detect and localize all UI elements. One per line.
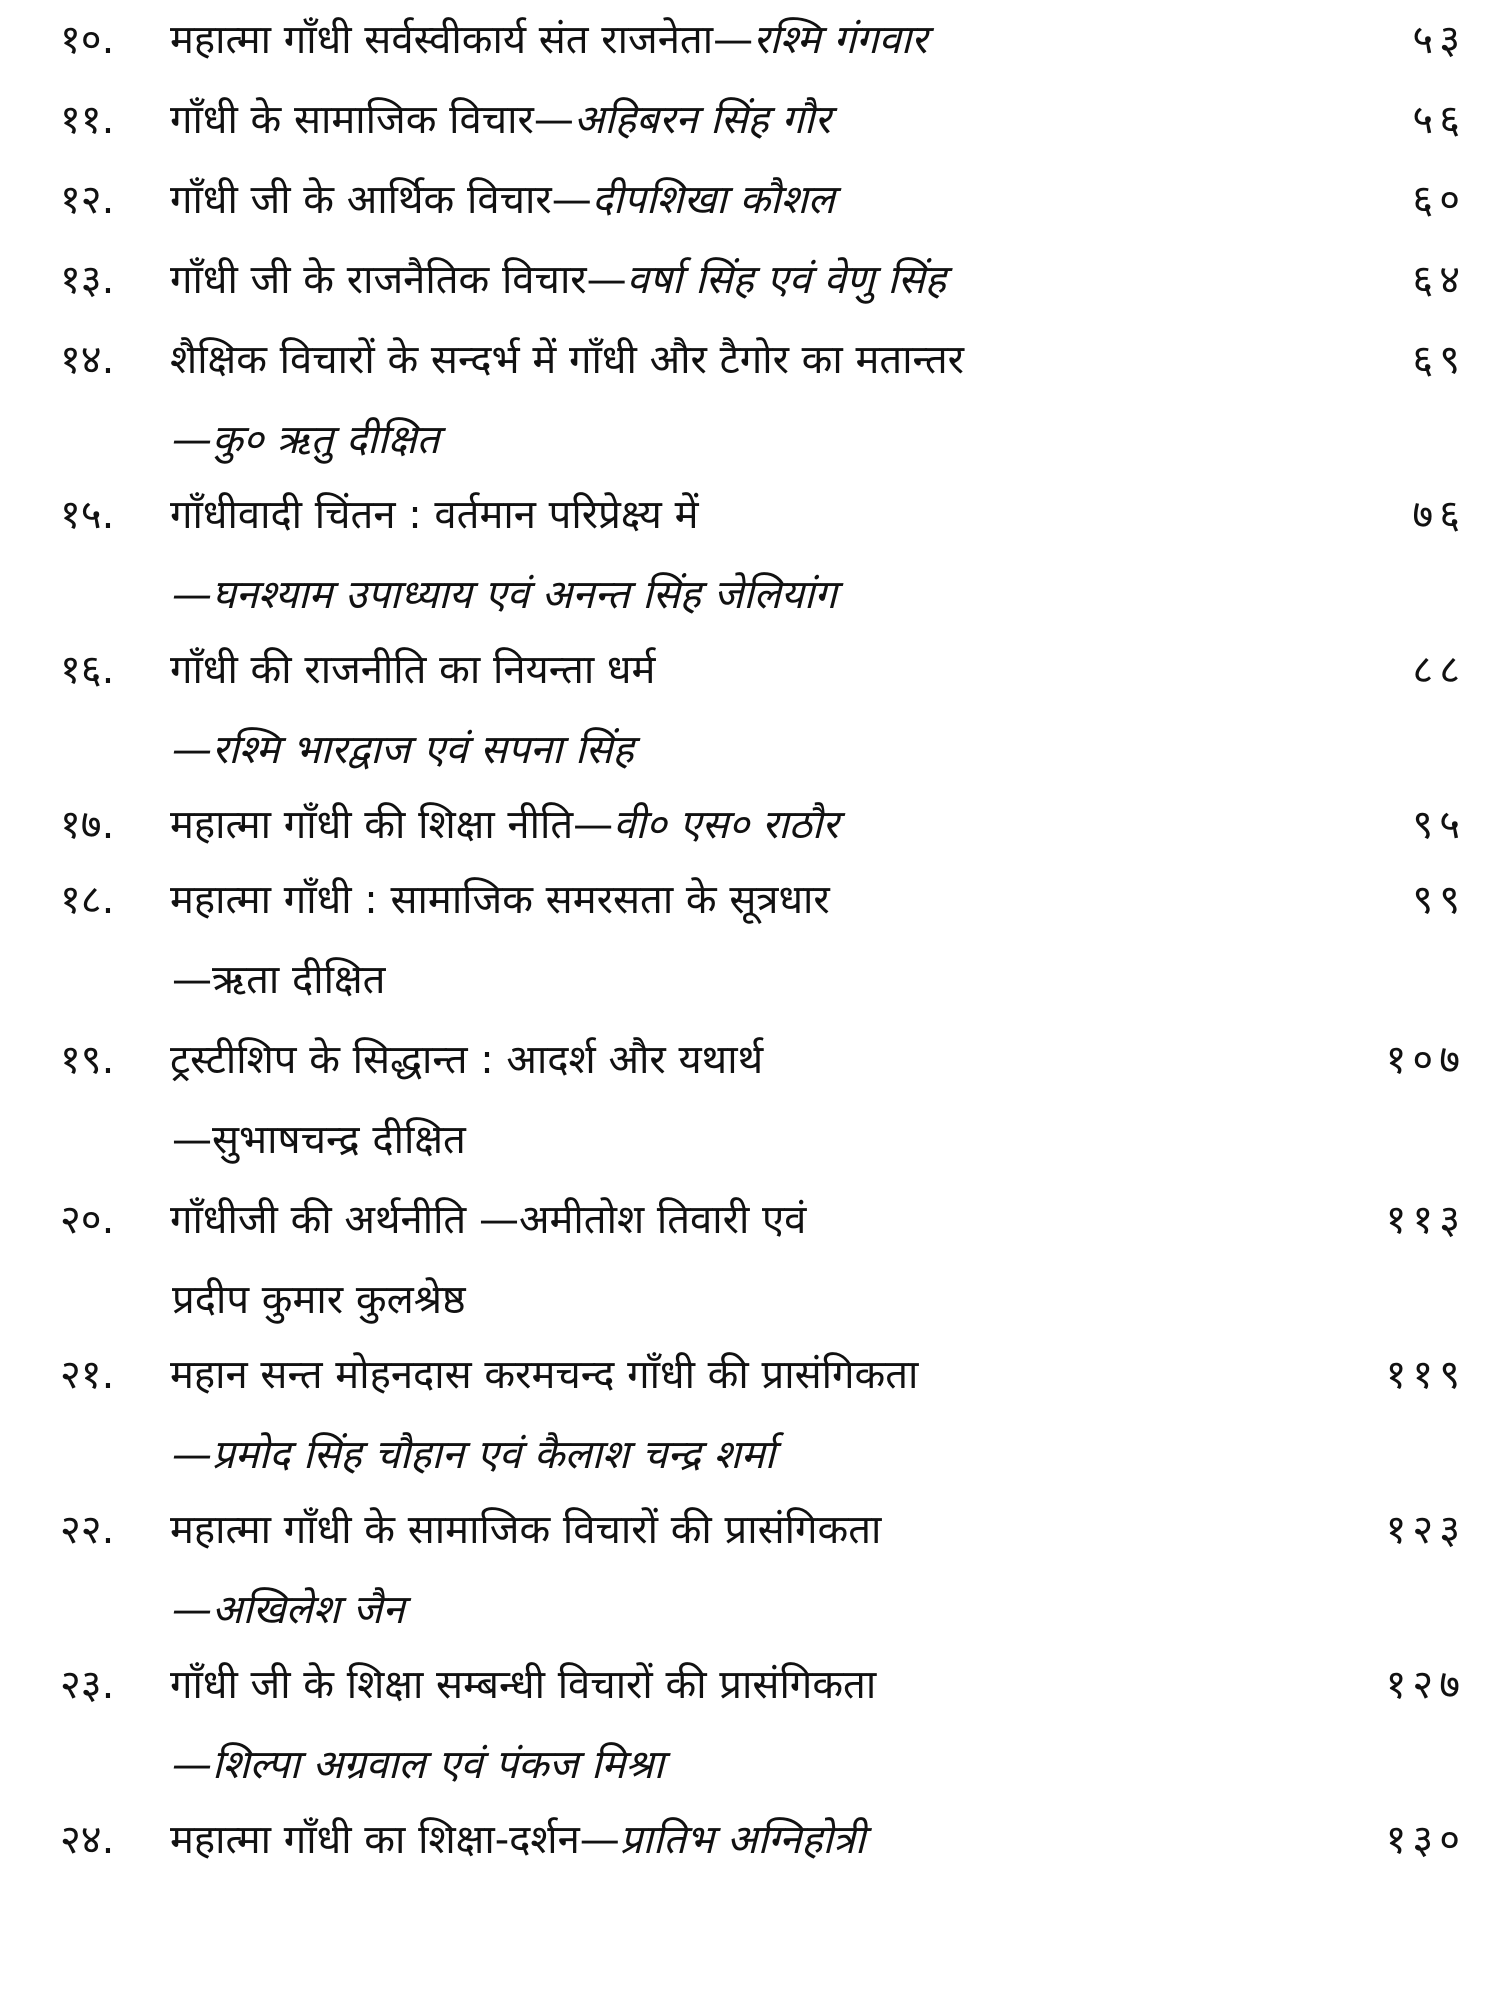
entry-page-number: ६९ xyxy=(1412,337,1466,383)
toc-entry-15-author-line xyxy=(0,560,1500,630)
entry-title: गाँधी जी के आर्थिक विचार xyxy=(170,177,552,223)
entry-title: गाँधीवादी चिंतन : वर्तमान परिप्रेक्ष्य में xyxy=(170,492,699,538)
entry-number: १४. xyxy=(60,337,115,383)
entry-title: गाँधी जी के शिक्षा सम्बन्धी विचारों की प्रासंगिकता xyxy=(170,1662,877,1708)
entry-author: —घनश्याम उपाध्याय एवं अनन्त सिंह जेलियांग xyxy=(172,572,837,618)
entry-author: —कु० ऋतु दीक्षित xyxy=(172,417,440,463)
toc-entry-20-author-line xyxy=(0,1265,1500,1335)
entry-title: महात्मा गाँधी के सामाजिक विचारों की प्रासंगिकता xyxy=(170,1507,882,1553)
entry-author: रश्मि गंगवार xyxy=(753,17,928,63)
entry-title: महात्मा गाँधी सर्वस्वीकार्य संत राजनेता xyxy=(170,17,714,63)
entry-number: २२. xyxy=(60,1507,115,1553)
entry-number: २४. xyxy=(60,1817,115,1863)
entry-title: महात्मा गाँधी का शिक्षा-दर्शन xyxy=(170,1817,580,1863)
toc-entry-16-author-line xyxy=(0,715,1500,785)
entry-page-number: ११९ xyxy=(1385,1352,1466,1398)
entry-author: —शिल्पा अग्रवाल एवं पंकज मिश्रा xyxy=(172,1742,664,1788)
entry-page-number: १३० xyxy=(1385,1817,1466,1863)
toc-entry-19 xyxy=(0,1025,1500,1095)
toc-entry-20 xyxy=(0,1185,1500,1255)
entry-author: —ऋता दीक्षित xyxy=(172,957,386,1003)
entry-title: शैक्षिक विचारों के सन्दर्भ में गाँधी और टैगोर का मतान्तर xyxy=(170,337,965,383)
entry-author: —प्रमोद सिंह चौहान एवं कैलाश चन्द्र शर्मा xyxy=(172,1432,776,1478)
entry-title: गाँधीजी की अर्थनीति —अमीतोश तिवारी एवं xyxy=(170,1197,807,1243)
toc-entry-17 xyxy=(0,790,1500,860)
entry-number: १३. xyxy=(60,257,115,303)
entry-page-number: १०७ xyxy=(1385,1037,1466,1083)
toc-entry-24 xyxy=(0,1805,1500,1875)
entry-number: १२. xyxy=(60,177,115,223)
entry-author: अहिबरन सिंह गौर xyxy=(573,97,831,143)
entry-title: गाँधी जी के राजनैतिक विचार xyxy=(170,257,587,303)
entry-author: प्रातिभ अग्निहोत्री xyxy=(619,1817,866,1863)
entry-page-number: ९९ xyxy=(1412,877,1466,923)
entry-title: गाँधी के सामाजिक विचार xyxy=(170,97,534,143)
toc-entry-13 xyxy=(0,245,1500,315)
entry-page-number: ९५ xyxy=(1412,802,1466,848)
toc-entry-10 xyxy=(0,5,1500,75)
entry-page-number: ६० xyxy=(1412,177,1466,223)
entry-author: वर्षा सिंह एवं वेणु सिंह xyxy=(626,257,947,303)
entry-author: दीपशिखा कौशल xyxy=(591,177,835,223)
entry-author: —अखिलेश जैन xyxy=(172,1587,405,1633)
entry-dash: — xyxy=(586,257,627,303)
toc-entry-14 xyxy=(0,325,1500,395)
entry-number: २३. xyxy=(60,1662,115,1708)
entry-dash: — xyxy=(713,17,754,63)
entry-number: ११. xyxy=(60,97,115,143)
entry-author: प्रदीप कुमार कुलश्रेष्ठ xyxy=(172,1277,466,1323)
entry-title: महान सन्त मोहनदास करमचन्द गाँधी की प्रासंगिकता xyxy=(170,1352,919,1398)
toc-entry-12 xyxy=(0,165,1500,235)
entry-page-number: १२७ xyxy=(1385,1662,1466,1708)
entry-dash: — xyxy=(533,97,574,143)
toc-entry-22-author-line xyxy=(0,1575,1500,1645)
entry-number: १९. xyxy=(60,1037,115,1083)
entry-number: २०. xyxy=(60,1197,115,1243)
entry-page-number: ७६ xyxy=(1412,492,1466,538)
entry-title: महात्मा गाँधी की शिक्षा नीति xyxy=(170,802,574,848)
toc-entry-19-author-line xyxy=(0,1105,1500,1175)
entry-number: १८. xyxy=(60,877,115,923)
entry-number: १७. xyxy=(60,802,115,848)
entry-text xyxy=(170,165,835,235)
entry-text xyxy=(170,245,946,315)
entry-text xyxy=(170,85,831,155)
entry-page-number: ५६ xyxy=(1412,97,1466,143)
entry-dash: — xyxy=(573,802,614,848)
entry-number: १०. xyxy=(60,17,115,63)
toc-entry-22 xyxy=(0,1495,1500,1565)
entry-dash: — xyxy=(551,177,592,223)
entry-text xyxy=(170,1805,865,1875)
entry-text xyxy=(170,790,839,860)
toc-entry-18-author-line xyxy=(0,945,1500,1015)
toc-entry-14-author-line xyxy=(0,405,1500,475)
entry-author: वी० एस० राठौर xyxy=(613,802,839,848)
entry-author: —सुभाषचन्द्र दीक्षित xyxy=(172,1117,466,1163)
entry-text xyxy=(170,5,927,75)
entry-page-number: १२३ xyxy=(1385,1507,1466,1553)
entry-page-number: ६४ xyxy=(1412,257,1466,303)
entry-page-number: ११३ xyxy=(1385,1197,1466,1243)
toc-entry-11 xyxy=(0,85,1500,155)
toc-entry-23-author-line xyxy=(0,1730,1500,1800)
entry-page-number: ५३ xyxy=(1412,17,1466,63)
entry-number: १६. xyxy=(60,647,115,693)
toc-entry-21-author-line xyxy=(0,1420,1500,1490)
toc-entry-16 xyxy=(0,635,1500,705)
entry-page-number: ८८ xyxy=(1412,647,1466,693)
entry-number: २१. xyxy=(60,1352,115,1398)
entry-author: —रश्मि भारद्वाज एवं सपना सिंह xyxy=(172,727,634,773)
toc-entry-21 xyxy=(0,1340,1500,1410)
toc-entry-18 xyxy=(0,865,1500,935)
entry-title: ट्रस्टीशिप के सिद्धान्त : आदर्श और यथार्थ xyxy=(170,1037,764,1083)
entry-title: गाँधी की राजनीति का नियन्ता धर्म xyxy=(170,647,656,693)
entry-title: महात्मा गाँधी : सामाजिक समरसता के सूत्रधार xyxy=(170,877,830,923)
entry-dash: — xyxy=(579,1817,620,1863)
toc-entry-15 xyxy=(0,480,1500,550)
toc-entry-23 xyxy=(0,1650,1500,1720)
entry-number: १५. xyxy=(60,492,115,538)
